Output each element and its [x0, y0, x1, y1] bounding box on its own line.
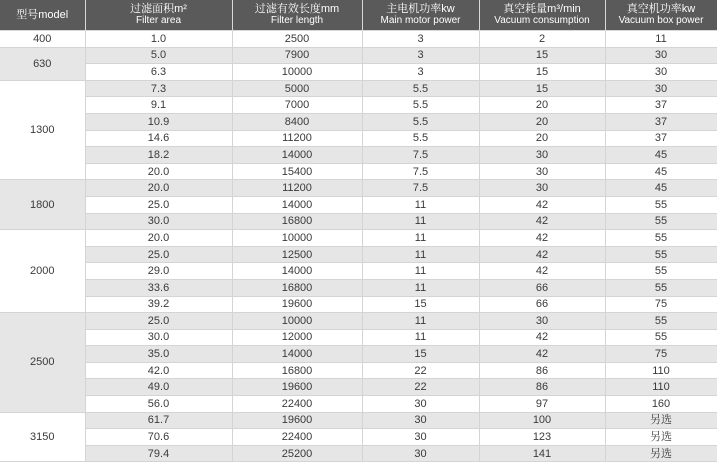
header-vacuum-box-power: [605, 0, 717, 31]
vacuum-box-power-cell: 55: [605, 230, 717, 247]
model-cell: 630: [0, 47, 85, 80]
filter-area-cell: 9.1: [85, 97, 232, 114]
main-motor-power-cell: 5.5: [362, 130, 479, 147]
filter-length-cell: 14000: [232, 196, 362, 213]
table-row: [0, 130, 717, 147]
vacuum-box-power-cell: 37: [605, 130, 717, 147]
filter-area-cell: 56.0: [85, 396, 232, 413]
vacuum-consumption-cell: 2: [479, 31, 605, 48]
model-cell: 3150: [0, 412, 85, 462]
model-cell: 1300: [0, 80, 85, 180]
vacuum-consumption-cell: 30: [479, 147, 605, 164]
filter-length-cell: 19600: [232, 379, 362, 396]
vacuum-consumption-cell: 30: [479, 180, 605, 197]
header-filter-length: [232, 0, 362, 31]
filter-area-cell: 61.7: [85, 412, 232, 429]
vacuum-consumption-cell: 97: [479, 396, 605, 413]
filter-area-cell: 6.3: [85, 64, 232, 81]
vacuum-consumption-cell: 86: [479, 379, 605, 396]
main-motor-power-cell: 11: [362, 329, 479, 346]
vacuum-box-power-cell: 45: [605, 147, 717, 164]
filter-length-cell: 11200: [232, 180, 362, 197]
filter-area-cell: 5.0: [85, 47, 232, 64]
filter-length-cell: 10000: [232, 313, 362, 330]
main-motor-power-cell: 22: [362, 379, 479, 396]
header-filter-area-cn: 过滤面积m²: [130, 3, 187, 15]
table-row: [0, 213, 717, 230]
main-motor-power-cell: 15: [362, 346, 479, 363]
table-row: [0, 147, 717, 164]
vacuum-box-power-cell: 37: [605, 113, 717, 130]
filter-area-cell: 42.0: [85, 362, 232, 379]
vacuum-consumption-cell: 42: [479, 329, 605, 346]
header-main-motor-power: [362, 0, 479, 31]
vacuum-consumption-cell: 100: [479, 412, 605, 429]
main-motor-power-cell: 30: [362, 429, 479, 446]
main-motor-power-cell: 7.5: [362, 163, 479, 180]
main-motor-power-cell: 30: [362, 396, 479, 413]
vacuum-consumption-cell: 15: [479, 64, 605, 81]
vacuum-consumption-cell: 66: [479, 279, 605, 296]
model-cell: 2000: [0, 230, 85, 313]
filter-length-cell: 14000: [232, 263, 362, 280]
vacuum-box-power-cell: 11: [605, 31, 717, 48]
header-filter-area: [85, 0, 232, 31]
main-motor-power-cell: 11: [362, 263, 479, 280]
table-row: [0, 296, 717, 313]
table-row: [0, 313, 717, 330]
filter-area-cell: 30.0: [85, 329, 232, 346]
vacuum-consumption-cell: 20: [479, 113, 605, 130]
filter-area-cell: 20.0: [85, 163, 232, 180]
filter-area-cell: 18.2: [85, 147, 232, 164]
filter-length-cell: 7000: [232, 97, 362, 114]
model-cell: 400: [0, 31, 85, 48]
header-main-motor-power-cn: 主电机功率kw: [386, 3, 455, 15]
filter-length-cell: 14000: [232, 147, 362, 164]
vacuum-consumption-cell: 123: [479, 429, 605, 446]
vacuum-consumption-cell: 20: [479, 130, 605, 147]
filter-area-cell: 70.6: [85, 429, 232, 446]
vacuum-consumption-cell: 42: [479, 213, 605, 230]
vacuum-consumption-cell: 15: [479, 47, 605, 64]
vacuum-box-power-cell: 110: [605, 379, 717, 396]
vacuum-box-power-cell: 55: [605, 213, 717, 230]
table-row: [0, 412, 717, 429]
vacuum-consumption-cell: 15: [479, 80, 605, 97]
filter-area-cell: 25.0: [85, 196, 232, 213]
filter-area-cell: 1.0: [85, 31, 232, 48]
table-row: [0, 196, 717, 213]
vacuum-box-power-cell: 30: [605, 47, 717, 64]
vacuum-box-power-cell: 55: [605, 329, 717, 346]
main-motor-power-cell: 11: [362, 279, 479, 296]
main-motor-power-cell: 30: [362, 445, 479, 462]
table-row: [0, 429, 717, 446]
table-row: [0, 80, 717, 97]
filter-length-cell: 15400: [232, 163, 362, 180]
vacuum-box-power-cell: 30: [605, 64, 717, 81]
vacuum-box-power-cell: 75: [605, 346, 717, 363]
filter-length-cell: 2500: [232, 31, 362, 48]
filter-area-cell: 14.6: [85, 130, 232, 147]
table-row: [0, 31, 717, 48]
table-row: [0, 180, 717, 197]
main-motor-power-cell: 11: [362, 230, 479, 247]
table-row: [0, 329, 717, 346]
filter-area-cell: 25.0: [85, 246, 232, 263]
spec-table-body: [0, 31, 717, 462]
filter-area-cell: 7.3: [85, 80, 232, 97]
filter-length-cell: 16800: [232, 362, 362, 379]
table-row: [0, 346, 717, 363]
filter-area-cell: 20.0: [85, 230, 232, 247]
main-motor-power-cell: 11: [362, 196, 479, 213]
vacuum-box-power-cell: 75: [605, 296, 717, 313]
header-vacuum-consumption: [479, 0, 605, 31]
main-motor-power-cell: 3: [362, 64, 479, 81]
vacuum-consumption-cell: 42: [479, 196, 605, 213]
filter-area-cell: 29.0: [85, 263, 232, 280]
vacuum-consumption-cell: 42: [479, 246, 605, 263]
filter-area-cell: 25.0: [85, 313, 232, 330]
table-row: [0, 230, 717, 247]
filter-length-cell: 19600: [232, 296, 362, 313]
table-row: [0, 47, 717, 64]
table-row: [0, 263, 717, 280]
vacuum-box-power-cell: 55: [605, 246, 717, 263]
table-row: [0, 379, 717, 396]
filter-length-cell: 7900: [232, 47, 362, 64]
main-motor-power-cell: 11: [362, 213, 479, 230]
model-cell: 1800: [0, 180, 85, 230]
header-vacuum-consumption-cn: 真空耗量m³/min: [503, 3, 581, 15]
main-motor-power-cell: 30: [362, 412, 479, 429]
vacuum-consumption-cell: 30: [479, 163, 605, 180]
filter-area-cell: 33.6: [85, 279, 232, 296]
main-motor-power-cell: 5.5: [362, 80, 479, 97]
table-row: [0, 362, 717, 379]
main-motor-power-cell: 5.5: [362, 113, 479, 130]
table-row: [0, 163, 717, 180]
vacuum-box-power-cell: 另选: [605, 412, 717, 429]
filter-length-cell: 5000: [232, 80, 362, 97]
header-filter-length-cn: 过滤有效长度mm: [254, 3, 340, 15]
filter-length-cell: 14000: [232, 346, 362, 363]
filter-length-cell: 10000: [232, 230, 362, 247]
main-motor-power-cell: 22: [362, 362, 479, 379]
filter-length-cell: 11200: [232, 130, 362, 147]
vacuum-box-power-cell: 55: [605, 313, 717, 330]
filter-length-cell: 22400: [232, 429, 362, 446]
main-motor-power-cell: 7.5: [362, 147, 479, 164]
main-motor-power-cell: 3: [362, 47, 479, 64]
vacuum-box-power-cell: 55: [605, 196, 717, 213]
header-main-motor-power-en: Main motor power: [380, 15, 461, 26]
vacuum-box-power-cell: 45: [605, 180, 717, 197]
filter-area-cell: 79.4: [85, 445, 232, 462]
header-vacuum-box-power-cn: 真空机功率kw: [626, 3, 696, 15]
vacuum-box-power-cell: 160: [605, 396, 717, 413]
filter-area-cell: 10.9: [85, 113, 232, 130]
vacuum-box-power-cell: 45: [605, 163, 717, 180]
table-row: [0, 396, 717, 413]
filter-area-cell: 49.0: [85, 379, 232, 396]
vacuum-consumption-cell: 66: [479, 296, 605, 313]
vacuum-consumption-cell: 141: [479, 445, 605, 462]
main-motor-power-cell: 11: [362, 246, 479, 263]
main-motor-power-cell: 7.5: [362, 180, 479, 197]
vacuum-consumption-cell: 42: [479, 230, 605, 247]
header-row: [0, 0, 717, 31]
vacuum-consumption-cell: 42: [479, 263, 605, 280]
vacuum-consumption-cell: 42: [479, 346, 605, 363]
filter-length-cell: 22400: [232, 396, 362, 413]
vacuum-consumption-cell: 86: [479, 362, 605, 379]
vacuum-box-power-cell: 37: [605, 97, 717, 114]
table-row: [0, 246, 717, 263]
main-motor-power-cell: 11: [362, 313, 479, 330]
filter-length-cell: 16800: [232, 279, 362, 296]
vacuum-box-power-cell: 30: [605, 80, 717, 97]
filter-length-cell: 12500: [232, 246, 362, 263]
table-row: [0, 97, 717, 114]
header-filter-area-en: Filter area: [135, 15, 181, 26]
vacuum-box-power-cell: 110: [605, 362, 717, 379]
header-model-label: 型号model: [16, 9, 69, 21]
filter-area-cell: 30.0: [85, 213, 232, 230]
table-row: [0, 279, 717, 296]
header-filter-length-en: Filter length: [270, 15, 324, 26]
filter-length-cell: 19600: [232, 412, 362, 429]
main-motor-power-cell: 15: [362, 296, 479, 313]
header-model: [0, 0, 85, 31]
header-vacuum-consumption-en: Vacuum consumption: [494, 15, 590, 26]
vacuum-consumption-cell: 30: [479, 313, 605, 330]
filter-length-cell: 25200: [232, 445, 362, 462]
filter-length-cell: 16800: [232, 213, 362, 230]
model-cell: 2500: [0, 313, 85, 413]
vacuum-box-power-cell: 另选: [605, 445, 717, 462]
table-row: [0, 113, 717, 130]
header-vacuum-box-power-en: Vacuum box power: [618, 15, 704, 26]
main-motor-power-cell: 3: [362, 31, 479, 48]
filter-area-cell: 20.0: [85, 180, 232, 197]
filter-area-cell: 35.0: [85, 346, 232, 363]
vacuum-box-power-cell: 55: [605, 263, 717, 280]
main-motor-power-cell: 5.5: [362, 97, 479, 114]
table-row: [0, 445, 717, 462]
vacuum-box-power-cell: 另选: [605, 429, 717, 446]
filter-length-cell: 8400: [232, 113, 362, 130]
vacuum-consumption-cell: 20: [479, 97, 605, 114]
filter-length-cell: 12000: [232, 329, 362, 346]
vacuum-box-power-cell: 55: [605, 279, 717, 296]
filter-area-cell: 39.2: [85, 296, 232, 313]
table-row: [0, 64, 717, 81]
filter-length-cell: 10000: [232, 64, 362, 81]
